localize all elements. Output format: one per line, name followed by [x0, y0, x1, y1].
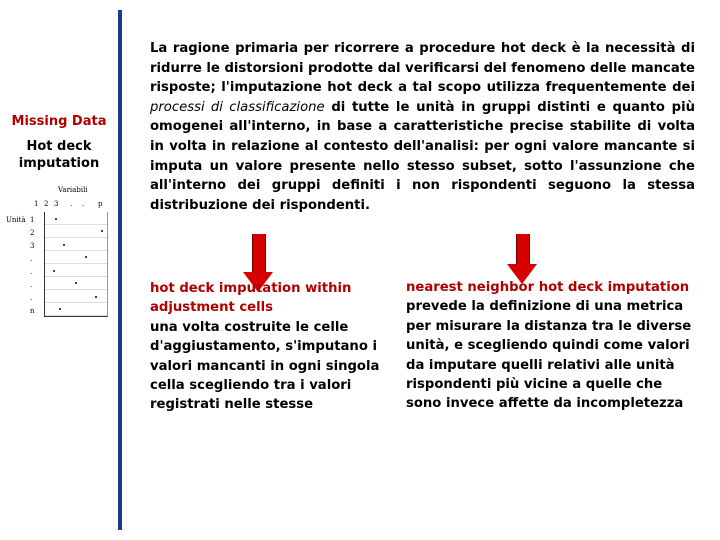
- matrix-row-label: 1: [30, 216, 35, 224]
- intro-text-part2: di tutte le unità in gruppi distinti e quanto più omogenei all'interno, in base a caratteristiche precise stabilite di volta in volta in relazione al contesto dell'analisi: per ogni valore mancante si imputa un valore presente nello stesso subset, sotto l'assunzione che all'interno dei gruppi definiti i non rispondenti seguono la stessa distribuzione dei rispondenti.: [150, 99, 695, 213]
- matrix-header-label: Variabili: [58, 186, 88, 194]
- intro-emphasis: processi di classificazione: [150, 99, 325, 115]
- nearest-neighbor-body: prevede la definizione di una metrica per misurare la distanza tra le diverse unità, e scegliendo quindi come valori da imputare quelli relativi alle unità rispondenti più vicine a quelle che sono invece affette da incompletezza: [406, 299, 692, 412]
- adjustment-cells-heading: hot deck imputation within adjustment cells: [150, 281, 352, 316]
- matrix-mark: [59, 308, 61, 310]
- matrix-mark: [63, 244, 65, 246]
- adjustment-cells-body: una volta costruite le celle d'aggiustamento, s'imputano i valori mancanti in ogni singola cella scegliendo tra i valori registrati nelle stesse: [150, 319, 380, 413]
- down-arrow-right-icon: [507, 234, 537, 284]
- matrix-mark: [55, 218, 57, 220]
- matrix-row-label: 3: [30, 242, 35, 250]
- matrix-col-label: .: [70, 200, 73, 208]
- sidebar-subtitle: [0, 138, 118, 172]
- sidebar-subtitle-line2: imputation: [18, 156, 100, 171]
- intro-paragraph: [150, 39, 695, 215]
- matrix-col-label: 2: [44, 200, 49, 208]
- sidebar: [0, 0, 118, 540]
- matrix-col-label: .: [82, 200, 85, 208]
- matrix-grid: [44, 212, 108, 317]
- data-matrix-figure: [2, 186, 114, 322]
- matrix-col-label: p: [98, 200, 103, 208]
- matrix-mark: [95, 296, 97, 298]
- matrix-col-label: 1: [34, 200, 39, 208]
- matrix-mark: [85, 256, 87, 258]
- nearest-neighbor-heading: nearest neighbor hot deck imputation: [406, 280, 690, 295]
- vertical-divider: [118, 10, 122, 530]
- matrix-row-label: .: [30, 255, 33, 263]
- matrix-row-header: Unità: [6, 216, 26, 224]
- matrix-mark: [75, 282, 77, 284]
- matrix-mark: [101, 230, 103, 232]
- matrix-mark: [53, 270, 55, 272]
- matrix-col-label: 3: [54, 200, 59, 208]
- sidebar-title: Missing Data: [11, 114, 107, 129]
- sidebar-subtitle-line1: Hot deck: [26, 139, 92, 154]
- matrix-row-label: .: [30, 294, 33, 302]
- nearest-neighbor-section: [406, 278, 698, 414]
- adjustment-cells-section: [150, 279, 390, 415]
- matrix-row-label: 2: [30, 229, 35, 237]
- matrix-row-label: n: [30, 307, 35, 315]
- matrix-row-label: .: [30, 268, 33, 276]
- matrix-row-label: .: [30, 281, 33, 289]
- intro-text-part1: La ragione primaria per ricorrere a procedure hot deck è la necessità di ridurre le distorsioni prodotte dal verificarsi del fenomeno delle mancate risposte; l'imputazione hot deck a tal scopo utilizza frequentemente dei: [150, 41, 695, 96]
